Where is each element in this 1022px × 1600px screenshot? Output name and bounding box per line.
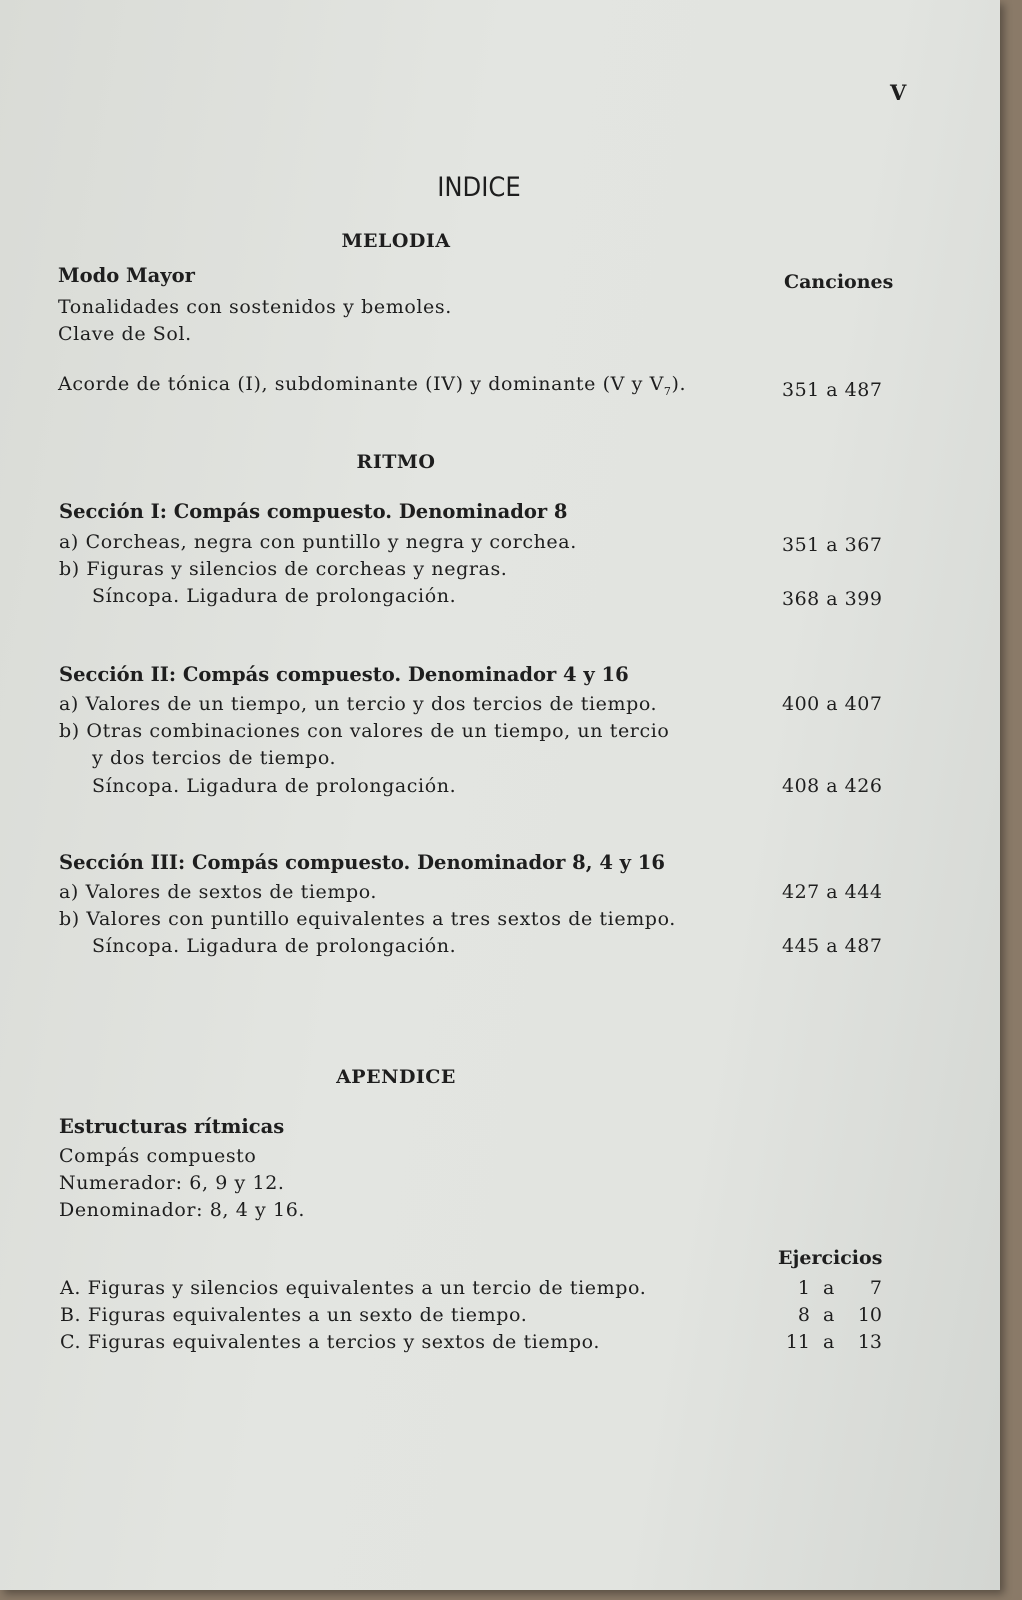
- exercise-item-to: 10: [857, 1304, 882, 1326]
- page-number: V: [890, 80, 907, 105]
- seccion-1-item-a-range: 351 a 367: [782, 534, 883, 556]
- exercise-item-to: 7: [869, 1277, 882, 1299]
- seccion-1-item-b-cont: Síncopa. Ligadura de prolongación.: [92, 585, 457, 607]
- exercise-item-a: a: [823, 1304, 835, 1326]
- exercise-item-text: B. Figuras equivalentes a un sexto de tiempo.: [60, 1304, 528, 1326]
- seccion-3-item-a: a) Valores de sextos de tiempo.: [59, 881, 378, 903]
- seccion-2-item-b: b) Otras combinaciones con valores de un tiempo, un tercio: [59, 720, 670, 742]
- exercise-item-from: 11: [785, 1331, 810, 1353]
- seccion-3-title: Sección III: Compás compuesto. Denominador 8, 4 y 16: [59, 851, 665, 874]
- seccion-2-title: Sección II: Compás compuesto. Denominador 4 y 16: [59, 663, 629, 686]
- acorde-line: [58, 373, 686, 398]
- exercise-item-text: C. Figuras equivalentes a tercios y sextos de tiempo.: [60, 1331, 600, 1353]
- seccion-3-item-b-cont: Síncopa. Ligadura de prolongación.: [92, 935, 457, 957]
- exercise-item-from: 8: [797, 1304, 810, 1326]
- seccion-2-item-a: a) Valores de un tiempo, un tercio y dos tercios de tiempo.: [59, 693, 658, 715]
- seccion-3-item-a-range: 427 a 444: [782, 881, 883, 903]
- apendice-line-2: Numerador: 6, 9 y 12.: [59, 1172, 285, 1194]
- acorde-text: Acorde de tónica (I), subdominante (IV) y dominante (V y V: [58, 373, 664, 395]
- seccion-1-item-a: a) Corcheas, negra con puntillo y negra y corchea.: [59, 531, 577, 553]
- apendice-heading: APENDICE: [336, 1066, 456, 1088]
- seccion-2-item-b-cont-2: Síncopa. Ligadura de prolongación.: [92, 775, 457, 797]
- acorde-end: ).: [671, 373, 687, 395]
- ritmo-heading: RITMO: [356, 451, 436, 473]
- seccion-2-item-b-cont: y dos tercios de tiempo.: [92, 747, 337, 769]
- exercise-item-from: 1: [797, 1277, 810, 1299]
- exercise-item-text: A. Figuras y silencios equivalentes a un tercio de tiempo.: [60, 1277, 647, 1299]
- melodia-line-2: Clave de Sol.: [58, 323, 192, 345]
- page-title: INDICE: [437, 172, 521, 203]
- modo-mayor-heading: Modo Mayor: [58, 264, 195, 287]
- seccion-3-item-b-range: 445 a 487: [782, 935, 883, 957]
- seccion-2-item-b-range: 408 a 426: [782, 775, 883, 797]
- exercise-item-a: a: [823, 1277, 835, 1299]
- apendice-line-3: Denominador: 8, 4 y 16.: [59, 1199, 306, 1221]
- canciones-column-heading: Canciones: [784, 271, 894, 293]
- seccion-2-item-a-range: 400 a 407: [782, 693, 883, 715]
- acorde-range: 351 a 487: [782, 379, 883, 401]
- seccion-1-item-b-range: 368 a 399: [782, 588, 883, 610]
- estructuras-heading: Estructuras rítmicas: [59, 1115, 285, 1138]
- ejercicios-column-heading: Ejercicios: [778, 1247, 883, 1269]
- melodia-heading: MELODIA: [341, 230, 451, 252]
- apendice-line-1: Compás compuesto: [59, 1145, 257, 1167]
- seccion-1-title: Sección I: Compás compuesto. Denominador 8: [59, 500, 568, 523]
- seccion-1-item-b: b) Figuras y silencios de corcheas y negras.: [59, 558, 508, 580]
- acorde-subscript: 7: [663, 384, 672, 398]
- exercise-item-a: a: [823, 1331, 835, 1353]
- exercise-item-to: 13: [857, 1331, 882, 1353]
- melodia-line-1: Tonalidades con sostenidos y bemoles.: [58, 296, 452, 318]
- seccion-3-item-b: b) Valores con puntillo equivalentes a tres sextos de tiempo.: [59, 908, 676, 930]
